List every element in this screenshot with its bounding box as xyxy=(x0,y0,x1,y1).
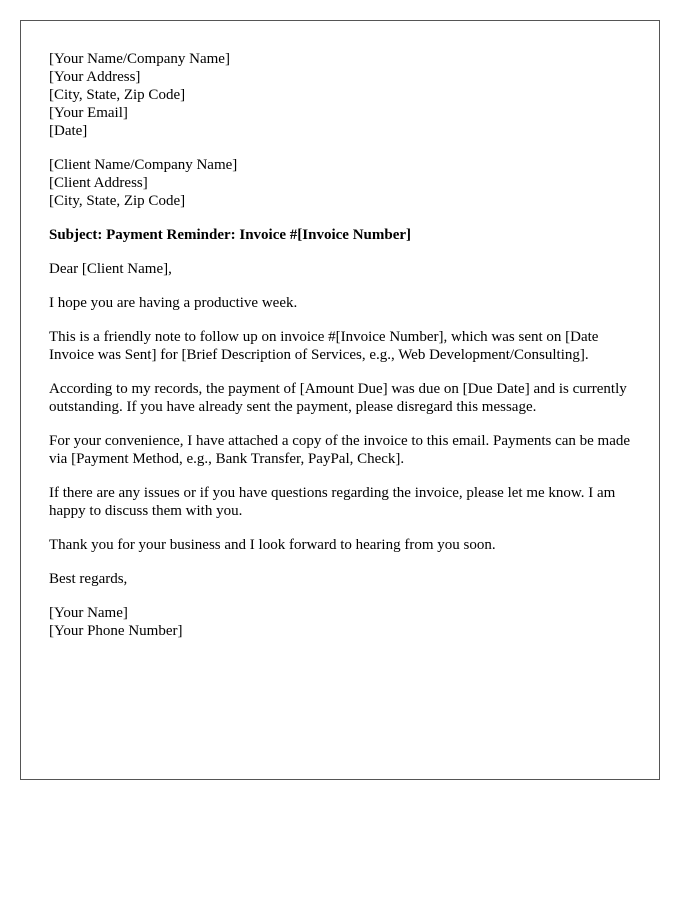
sender-address: [Your Address] xyxy=(49,69,141,85)
closing: Best regards, xyxy=(49,571,128,587)
letter-page xyxy=(20,20,660,780)
recipient-block xyxy=(49,156,631,210)
signature-phone: [Your Phone Number] xyxy=(49,623,183,639)
body-paragraph: This is a friendly note to follow up on invoice #[Invoice Number], which was sent on [Date Invoice was Sent] for [Brief Description of Services, e.g., Web Development/Consulting]. xyxy=(49,329,599,363)
sender-name: [Your Name/Company Name] xyxy=(49,51,230,67)
recipient-name: [Client Name/Company Name] xyxy=(49,157,238,173)
body-paragraph: I hope you are having a productive week. xyxy=(49,295,298,311)
sender-city: [City, State, Zip Code] xyxy=(49,87,186,103)
subject-line: Subject: Payment Reminder: Invoice #[Invoice Number] xyxy=(49,227,412,243)
recipient-city: [City, State, Zip Code] xyxy=(49,193,186,209)
letter-date: [Date] xyxy=(49,123,88,139)
signature-name: [Your Name] xyxy=(49,605,128,621)
signature-block xyxy=(49,604,631,640)
recipient-address: [Client Address] xyxy=(49,175,148,191)
body-paragraph: For your convenience, I have attached a copy of the invoice to this email. Payments can be made via [Payment Method, e.g., Bank Transfer, PayPal, Check]. xyxy=(49,433,631,467)
body-paragraph: If there are any issues or if you have questions regarding the invoice, please let me know. I am happy to discuss them with you. xyxy=(49,485,616,519)
sender-block xyxy=(49,50,631,140)
greeting: Dear [Client Name], xyxy=(49,261,172,277)
sender-email: [Your Email] xyxy=(49,105,128,121)
body-paragraph: Thank you for your business and I look forward to hearing from you soon. xyxy=(49,537,496,553)
body-paragraph: According to my records, the payment of [Amount Due] was due on [Due Date] and is currently outstanding. If you have already sent the payment, please disregard this message. xyxy=(49,381,627,415)
